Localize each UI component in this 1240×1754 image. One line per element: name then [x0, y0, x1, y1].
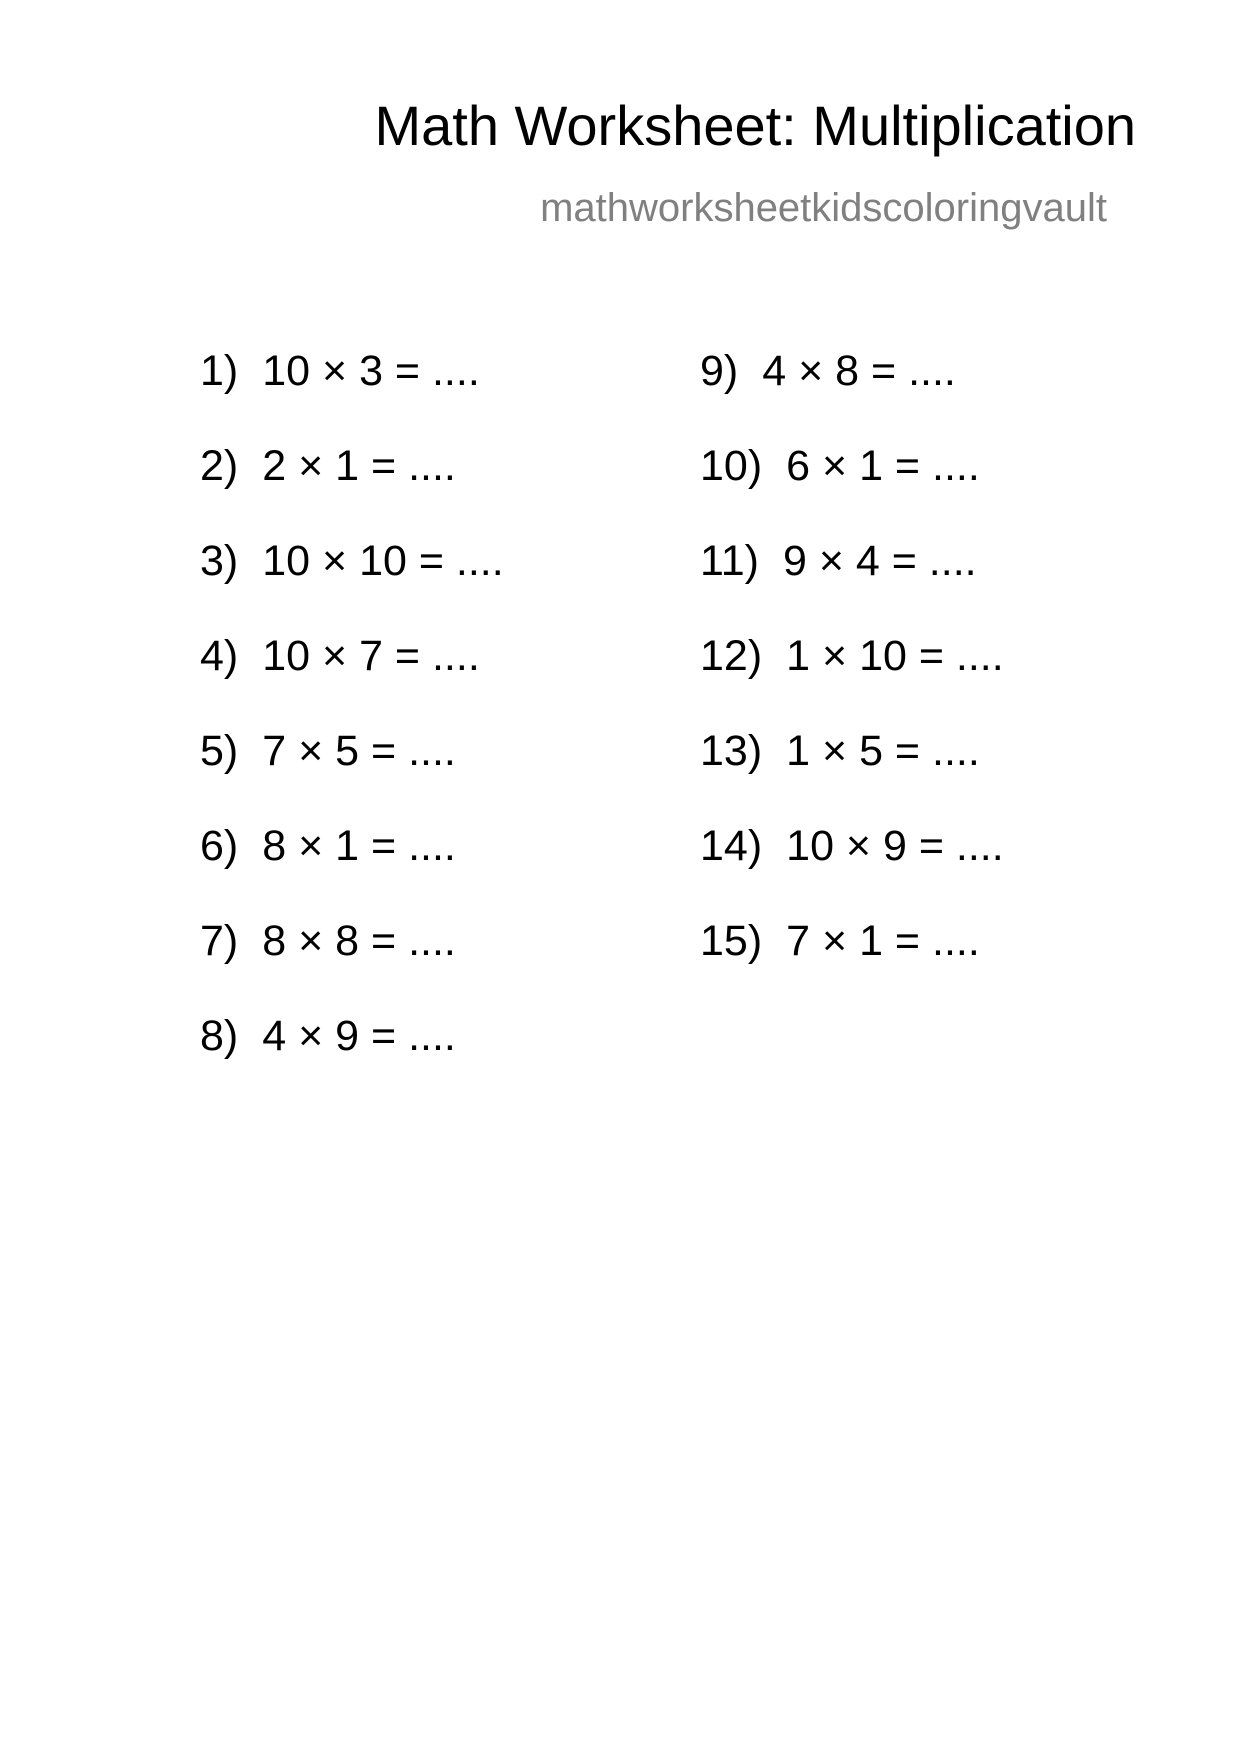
problem-item	[200, 727, 504, 825]
problem-number: 10)	[700, 442, 763, 490]
problem-expression: 10 × 7 = ....	[262, 632, 480, 680]
problem-expression: 8 × 1 = ....	[262, 822, 456, 870]
problem-expression: 10 × 10 = ....	[262, 537, 504, 585]
problem-item	[700, 442, 1004, 540]
problem-item	[200, 347, 504, 445]
problem-expression: 8 × 8 = ....	[262, 917, 456, 965]
problem-number: 3)	[200, 537, 239, 585]
problem-item	[200, 917, 504, 1015]
problem-item	[200, 442, 504, 540]
worksheet-title: Math Worksheet: Multiplication	[374, 94, 1136, 157]
problem-number: 6)	[200, 822, 239, 870]
problem-item	[200, 632, 504, 730]
problem-number: 9)	[700, 347, 739, 395]
problem-item	[700, 537, 1004, 635]
problem-item	[200, 537, 504, 635]
problem-expression: 7 × 5 = ....	[262, 727, 456, 775]
problem-number: 4)	[200, 632, 239, 680]
problem-expression: 10 × 9 = ....	[786, 822, 1004, 870]
problem-expression: 9 × 4 = ....	[782, 537, 977, 585]
problem-number: 2)	[200, 442, 239, 490]
problem-number: 15)	[700, 917, 763, 965]
problem-number: 8)	[200, 1012, 239, 1060]
problem-number: 11)	[700, 537, 759, 585]
worksheet-subtitle: mathworksheetkidscoloringvault	[540, 186, 1107, 230]
problem-number: 14)	[700, 822, 763, 870]
problem-item	[700, 822, 1004, 920]
problem-number: 7)	[200, 917, 239, 965]
problem-expression: 1 × 10 = ....	[786, 632, 1004, 680]
problem-expression: 7 × 1 = ....	[786, 917, 980, 965]
problem-number: 13)	[700, 727, 763, 775]
problem-item	[700, 727, 1004, 825]
problem-expression: 2 × 1 = ....	[262, 442, 456, 490]
problem-column-left	[200, 347, 504, 1110]
problem-number: 1)	[200, 347, 239, 395]
problem-column-right	[700, 347, 1004, 1015]
problem-expression: 10 × 3 = ....	[262, 347, 480, 395]
problem-number: 5)	[200, 727, 239, 775]
problem-item	[700, 917, 1004, 1015]
problem-item	[200, 822, 504, 920]
problem-expression: 4 × 8 = ....	[762, 347, 956, 395]
problem-expression: 4 × 9 = ....	[262, 1012, 456, 1060]
problem-expression: 6 × 1 = ....	[786, 442, 980, 490]
problem-item	[700, 632, 1004, 730]
problem-number: 12)	[700, 632, 763, 680]
problem-item	[700, 347, 1004, 445]
problem-item	[200, 1012, 504, 1110]
problem-expression: 1 × 5 = ....	[786, 727, 980, 775]
